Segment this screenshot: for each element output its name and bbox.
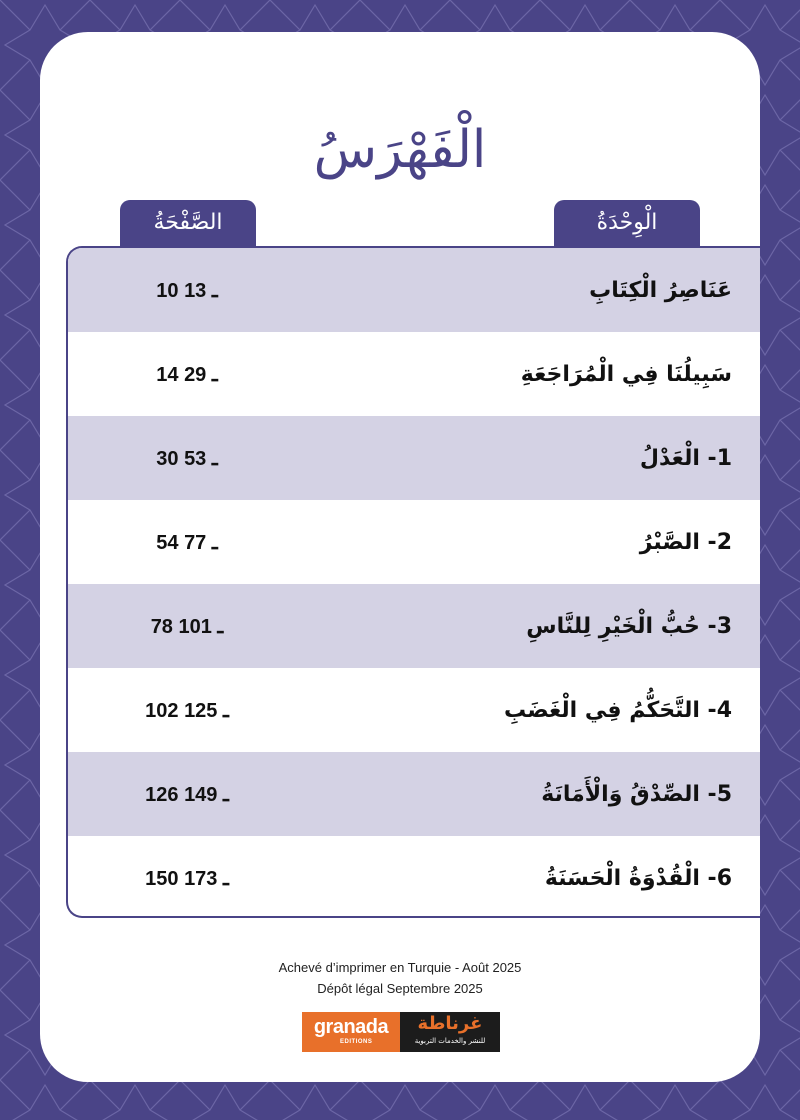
unit-name: سَبِيلُنَا فِي الْمُرَاجَعَةِ (520, 361, 732, 387)
page-range: 78 ـ 101 (150, 615, 224, 638)
logo-latin-sub: EDITIONS (340, 1039, 373, 1045)
table-row (68, 752, 760, 836)
unit-name: 3- حُبُّ الْخَيْرِ لِلنَّاسِ (526, 613, 732, 639)
page-range: 30 ـ 53 (156, 447, 218, 470)
logo-arabic-sub: للنشر والخدمات التربوية (414, 1037, 486, 1045)
logo-latin-part (302, 1012, 400, 1052)
legal-deposit-note: Dépôt légal Septembre 2025 (317, 981, 483, 996)
table-row (68, 248, 760, 332)
unit-name: 6- الْقُدْوَةُ الْحَسَنَةُ (544, 865, 732, 891)
page-column-header: الصَّفْحَةُ (120, 200, 256, 246)
unit-column-header: الْوِحْدَةُ (554, 200, 700, 246)
table-row (68, 836, 760, 918)
logo-arabic-name: غرناطة (417, 1013, 483, 1034)
publisher-logo (302, 1012, 500, 1052)
page-range: 14 ـ 29 (156, 363, 218, 386)
logo-latin-name: granada (313, 1016, 389, 1038)
page-range: 126 ـ 149 (145, 783, 229, 806)
table-row (68, 500, 760, 584)
unit-name: 4- التَّحَكُّمُ فِي الْغَضَبِ (504, 697, 732, 723)
table-row (68, 416, 760, 500)
logo-arabic-part (400, 1012, 500, 1052)
page-range: 150 ـ 173 (145, 867, 229, 890)
unit-name: 1- الْعَدْلُ (639, 445, 732, 471)
print-note: Achevé d’imprimer en Turquie - Août 2025 (278, 960, 522, 975)
imprint (40, 957, 760, 999)
unit-name: 2- الصَّبْرُ (639, 529, 732, 555)
unit-name: عَنَاصِرُ الْكِتَابِ (589, 277, 732, 303)
table-row (68, 668, 760, 752)
unit-name: 5- الصِّدْقُ وَالْأَمَانَةُ (541, 781, 732, 807)
table-row (68, 332, 760, 416)
page-range: 10 ـ 13 (156, 279, 218, 302)
content-card (40, 32, 760, 1082)
page-range: 102 ـ 125 (145, 699, 229, 722)
page-title: الْفَهْرَسُ (313, 120, 487, 180)
page-range: 54 ـ 77 (156, 531, 218, 554)
contents-table (66, 246, 760, 918)
table-row (68, 584, 760, 668)
